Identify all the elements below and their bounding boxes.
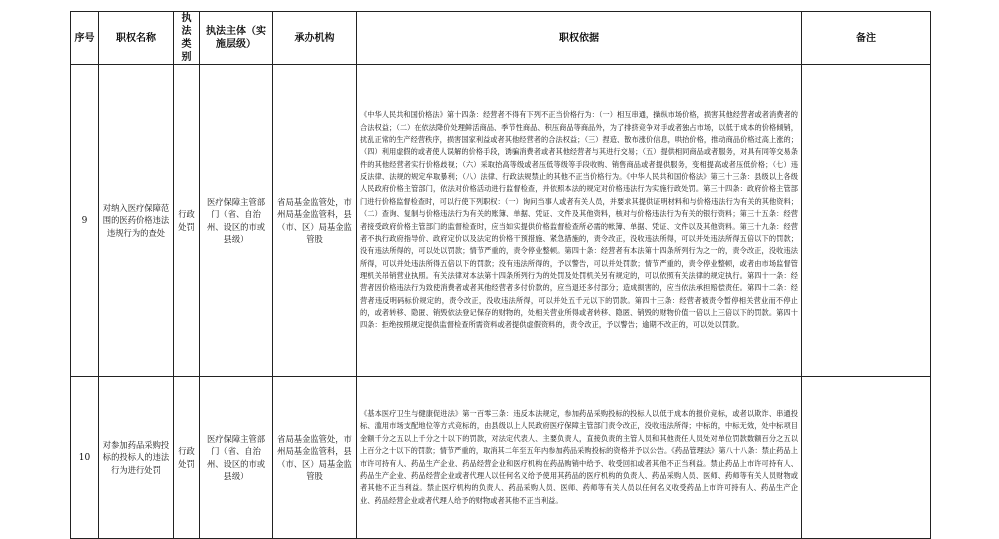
header-name: 职权名称 bbox=[99, 12, 174, 65]
authority-table bbox=[70, 11, 931, 539]
header-row bbox=[71, 12, 931, 65]
header-note: 备注 bbox=[802, 12, 931, 65]
row-subject: 医疗保障主管部门（省、自治州、设区的市或县级） bbox=[200, 377, 273, 539]
header-type: 执法类别 bbox=[174, 12, 200, 65]
table-row bbox=[71, 65, 931, 377]
header-basis: 职权依据 bbox=[357, 12, 802, 65]
row-basis: 《基本医疗卫生与健康促进法》第一百零三条：违反本法规定，参加药品采购投标的投标人以低于成本的报价竞标，或者以欺诈、串通投标、滥用市场支配地位等方式竞标的，由县级以上人民政府医疗保障主管部门责令改正，没收违法所得；中标的，中标无效，处中标项目金额千分之五以上千分之十以下的罚款，对法定代表人、主要负责人，直接负责的主管人员和其他责任人员处对单位罚款数额百分之五以上百分之十以下的罚款；情节严重的，取消其二年至五年内参加药品采购投标的资格并予以公告。《药品管理法》第八十八条：禁止药品上市许可持有人、药品生产企业、药品经营企业和医疗机构在药品购销中给予、收受回扣或者其他不正当利益。禁止药品上市许可持有人、药品生产企业、药品经营企业或者代理人以任何名义给予使用其药品的医疗机构的负责人、药品采购人员、医师、药师等有关人员财物或者其他不正当利益。禁止医疗机构的负责人、药品采购人员、医师、药师等有关人员以任何名义收受药品上市许可持有人、药品生产企业、药品经营企业或者代理人给予的财物或者其他不正当利益。 bbox=[357, 377, 802, 539]
row-basis: 《中华人民共和国价格法》第十四条：经营者不得有下列不正当价格行为：（一）相互串通，操纵市场价格，损害其他经营者或者消费者的合法权益；（二）在依法降价处理鲜活商品、季节性商品、积压商品等商品外，为了排挤竞争对手或者独占市场，以低于成本的价格倾销，扰乱正常的生产经营秩序，损害国家利益或者其他经营者的合法权益；（三）捏造、散布涨价信息，哄抬价格，推动商品价格过高上涨的；（四）利用虚假的或者使人误解的价格手段，诱骗消费者或者其他经营者与其进行交易；（五）提供相同商品或者服务，对具有同等交易条件的其他经营者实行价格歧视；（六）采取抬高等级或者压低等级等手段收购、销售商品或者提供服务，变相提高或者压低价格；（七）违反法律、法规的规定牟取暴利；（八）法律、行政法规禁止的其他不正当价格行为。《中华人民共和国价格法》第三十三条：县级以上各级人民政府价格主管部门，依法对价格活动进行监督检查，并依照本法的规定对价格违法行为实施行政处罚。第三十四条：政府价格主管部门进行价格监督检查时，可以行使下列职权：（一）询问当事人或者有关人员，并要求其提供证明材料和与价格违法行为有关的其他资料；（二）查询、复制与价格违法行为有关的账簿、单据、凭证、文件及其他资料，核对与价格违法行为有关的银行资料；第三十五条：经营者接受政府价格主管部门的监督检查时，应当如实提供价格监督检查所必需的帐簿、单据、凭证、文件以及其他资料。第三十九条：经营者不执行政府指导价、政府定价以及法定的价格干预措施、紧急措施的，责令改正，没收违法所得，可以并处违法所得五倍以下的罚款；没有违法所得的，可以处以罚款；情节严重的，责令停业整顿。第四十条：经营者有本法第十四条所列行为之一的，责令改正，没收违法所得，可以并处违法所得五倍以下的罚款；没有违法所得的，予以警告，可以并处罚款；情节严重的，责令停业整顿，或者由市场监督管理机关吊销营业执照。有关法律对本法第十四条所列行为的处罚及处罚机关另有规定的，可以依照有关法律的规定执行。第四十一条：经营者因价格违法行为致使消费者或者其他经营者多付价款的，应当退还多付部分；造成损害的，应当依法承担赔偿责任。第四十二条：经营者违反明码标价规定的，责令改正，没收违法所得，可以并处五千元以下的罚款。第四十三条：经营者被责令暂停相关营业而不停止的，或者转移、隐匿、销毁依法登记保存的财物的，处相关营业所得或者转移、隐匿、销毁的财物价值一倍以上三倍以下的罚款。第四十四条：拒绝按照规定提供监督检查所需资料或者提供虚假资料的，责令改正，予以警告；逾期不改正的，可以处以罚款。 bbox=[357, 65, 802, 377]
header-subject: 执法主体（实施层级） bbox=[200, 12, 273, 65]
row-org: 省局基金监管处，市州局基金监管科，县（市、区）局基金监管股 bbox=[273, 65, 357, 377]
row-no: 9 bbox=[71, 65, 99, 377]
table-row bbox=[71, 377, 931, 539]
row-org: 省局基金监管处，市州局基金监管科，县（市、区）局基金监管股 bbox=[273, 377, 357, 539]
row-note bbox=[802, 65, 931, 377]
header-no: 序号 bbox=[71, 12, 99, 65]
row-type: 行政处罚 bbox=[174, 65, 200, 377]
header-org: 承办机构 bbox=[273, 12, 357, 65]
row-note bbox=[802, 377, 931, 539]
row-subject: 医疗保障主管部门（省、自治州、设区的市或县级） bbox=[200, 65, 273, 377]
row-no: 10 bbox=[71, 377, 99, 539]
row-name: 对纳入医疗保障范围的医药价格违法违规行为的查处 bbox=[99, 65, 174, 377]
row-name: 对参加药品采购投标的投标人的违法行为进行处罚 bbox=[99, 377, 174, 539]
row-type: 行政处罚 bbox=[174, 377, 200, 539]
